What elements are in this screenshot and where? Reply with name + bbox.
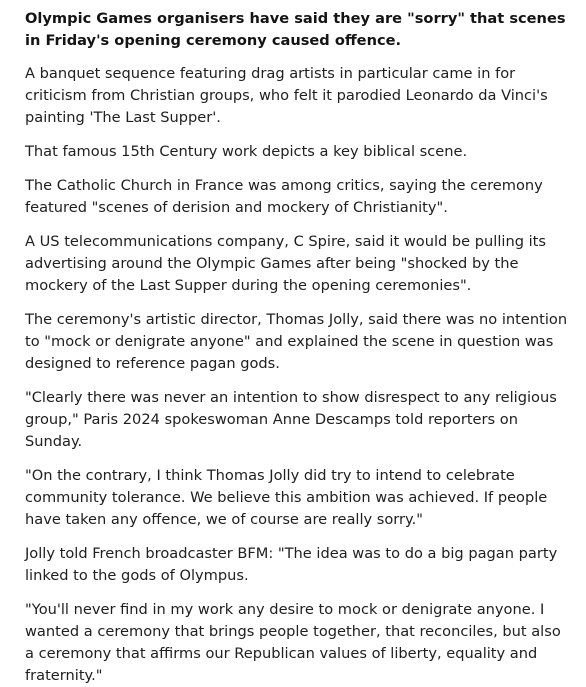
article-lede: Olympic Games organisers have said they are "sorry" that scenes in Friday's opening ceremony caused offence.	[25, 10, 566, 49]
article-paragraph: A US telecommunications company, C Spire, said it would be pulling its advertising around the Olympic Games after being "shocked by the mockery of the Last Supper during the opening ceremonies".	[25, 233, 547, 294]
article-paragraph: That famous 15th Century work depicts a key biblical scene.	[25, 143, 468, 160]
article-paragraph: Jolly told French broadcaster BFM: "The idea was to do a big pagan party linked to the gods of Olympus.	[25, 545, 558, 584]
article-paragraph: "On the contrary, I think Thomas Jolly did try to intend to celebrate community tolerance. We believe this ambition was achieved. If people have taken any offence, we of course are really sorry."	[25, 467, 548, 528]
article-paragraph: The ceremony's artistic director, Thomas Jolly, said there was no intention to "mock or denigrate anyone" and explained the scene in question was designed to reference pagan gods.	[25, 311, 568, 372]
article-paragraph: "You'll never find in my work any desire to mock or denigrate anyone. I wanted a ceremony that brings people together, that reconciles, but also a ceremony that affirms our Republican values of liberty, equality and fraternity."	[25, 601, 561, 684]
article-paragraph: A banquet sequence featuring drag artists in particular came in for criticism from Christian groups, who felt it parodied Leonardo da Vinci's painting 'The Last Supper'.	[25, 65, 548, 126]
article-paragraph: "Clearly there was never an intention to show disrespect to any religious group," Paris 2024 spokeswoman Anne Descamps told reporters on Sunday.	[25, 389, 557, 450]
article-paragraph: The Catholic Church in France was among critics, saying the ceremony featured "scenes of derision and mockery of Christianity".	[25, 177, 543, 216]
